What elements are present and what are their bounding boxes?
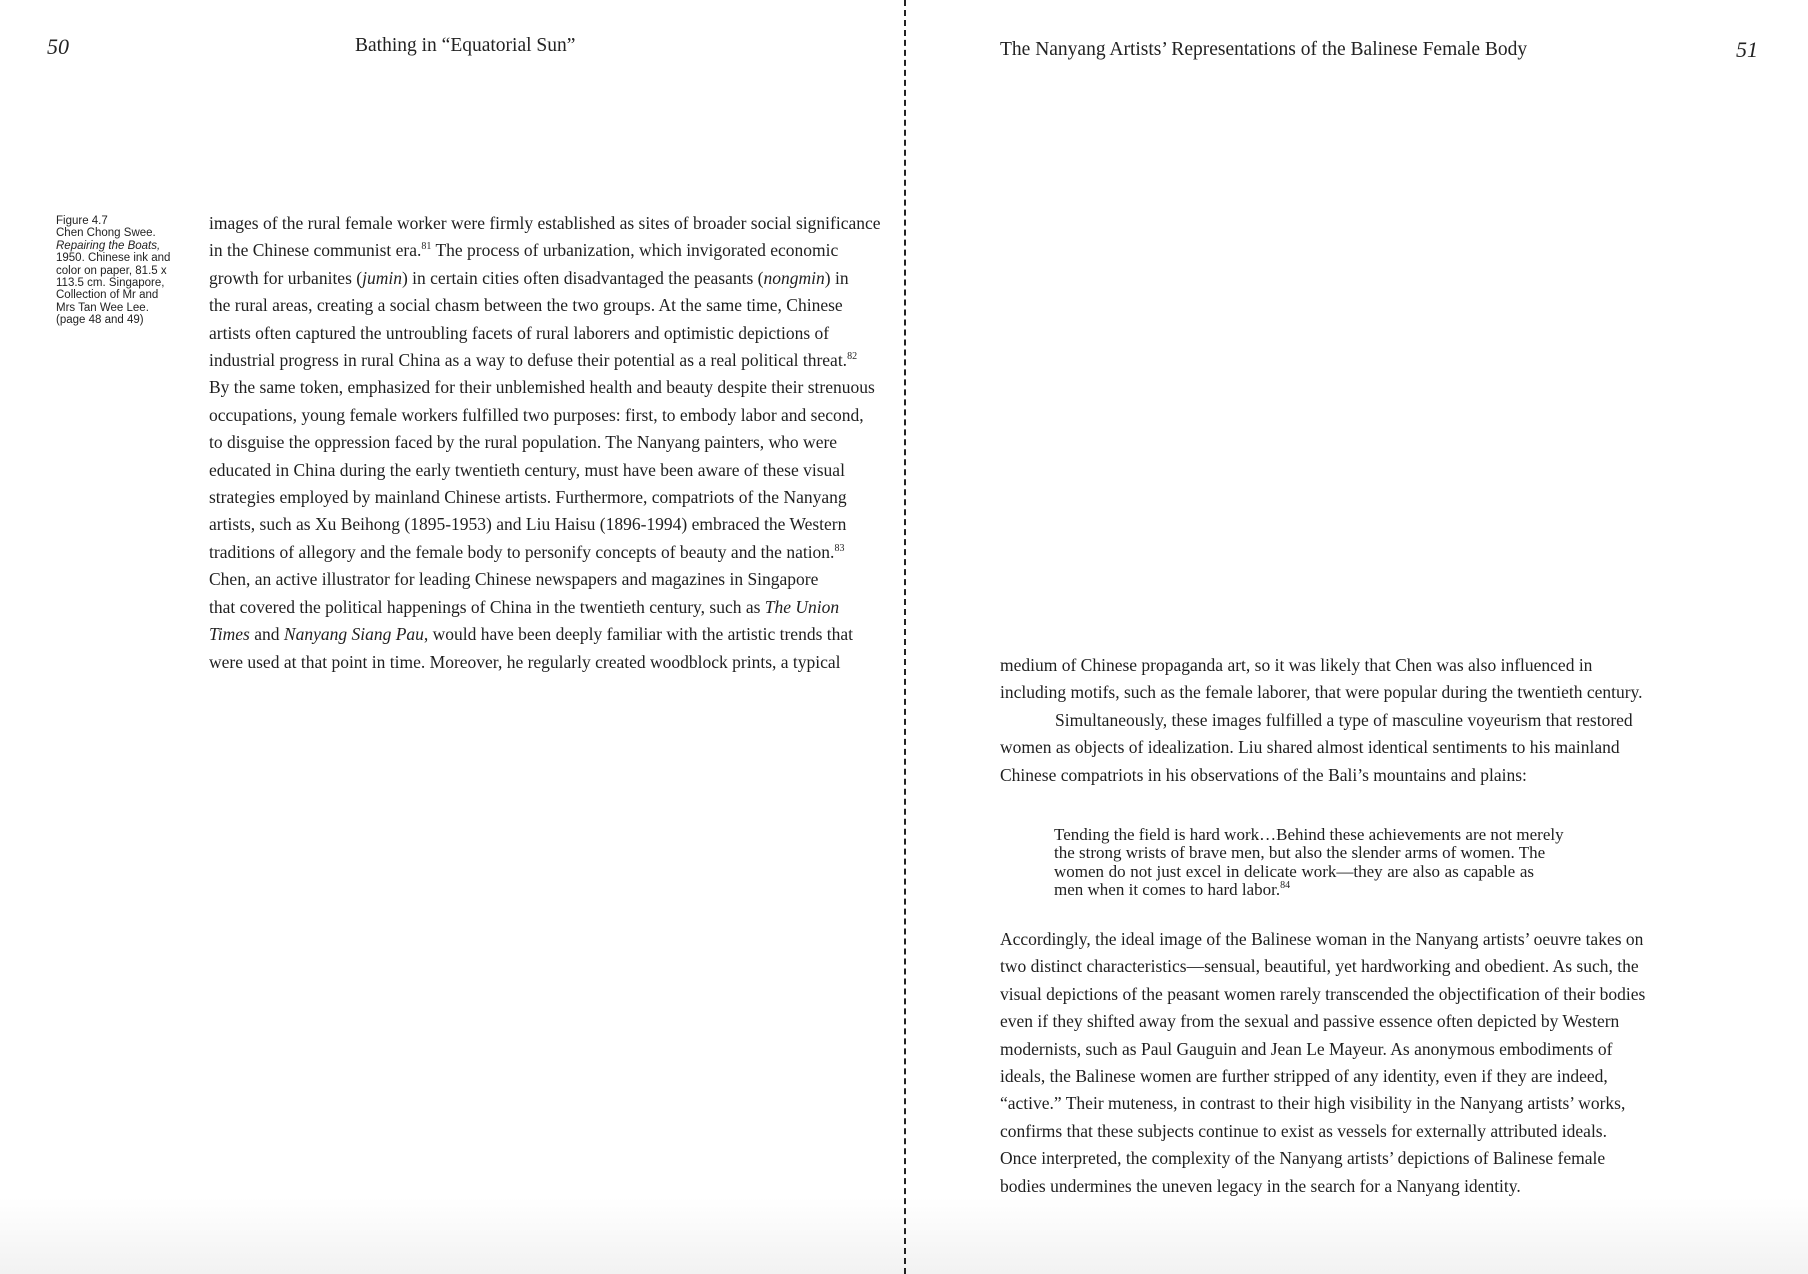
left-page-number: 50 [47, 34, 69, 59]
quote-line: the strong wrists of brave men, but also the slender arms of women. The [1054, 843, 1546, 863]
text-line: visual depictions of the peasant women rarely transcended the objectification of their bodies [1000, 983, 1646, 1004]
text-line: Chinese compatriots in his observations of the Bali’s mountains and plains: [1000, 764, 1527, 785]
text-line: artists often captured the untroubling facets of rural laborers and optimistic depictions of [209, 322, 830, 343]
text-line: Once interpreted, the complexity of the Nanyang artists’ depictions of Balinese female [1000, 1148, 1606, 1169]
caption-detail: color on paper, 81.5 x [56, 264, 167, 277]
caption-detail: Collection of Mr and [56, 289, 159, 302]
text-line: Times and Nanyang Siang Pau, would have been deeply familiar with the artistic trends that [209, 624, 853, 645]
caption-detail: Mrs Tan Wee Lee. [56, 301, 149, 314]
left-body-text [209, 210, 881, 676]
text-line: in the Chinese communist era.$^{81}$ The process of urbanization, which invigorated economic [209, 240, 839, 261]
figure-caption [56, 215, 178, 327]
footnote-ref: 82 [847, 351, 858, 363]
text-line: occupations, young female workers fulfilled two purposes: first, to embody labor and second, [209, 404, 864, 425]
text-line: bodies undermines the uneven legacy in the search for a Nanyang identity. [1000, 1175, 1521, 1196]
text-line: Accordingly, the ideal image of the Balinese woman in the Nanyang artists’ oeuvre takes on [1000, 929, 1644, 949]
quote-line: women do not just excel in delicate work—they are also as capable as [1054, 861, 1534, 881]
caption-detail: (page 48 and 49) [56, 314, 144, 327]
quote-line: men when it comes to hard labor.$^{84}$ [1054, 879, 1291, 899]
text-line: confirms that these subjects continue to exist as vessels for externally attributed ideals. [1000, 1120, 1607, 1141]
footnote-ref: 84 [1280, 879, 1291, 891]
block-quote [1054, 825, 1564, 899]
left-running-head: Bathing in “Equatorial Sun” [355, 35, 576, 56]
caption-title: Repairing the Boats, [56, 239, 161, 252]
text-line: educated in China during the early twentieth century, must have been aware of these visual [209, 459, 845, 480]
text-line: modernists, such as Paul Gauguin and Jean Le Mayeur. As anonymous embodiments of [1000, 1038, 1613, 1059]
text-line: including motifs, such as the female laborer, that were popular during the twentieth century. [1000, 682, 1643, 703]
text-line: ideals, the Balinese women are further stripped of any identity, even if they are indeed, [1000, 1066, 1608, 1087]
right-running-head: The Nanyang Artists’ Representations of the Balinese Female Body [1000, 39, 1528, 60]
text-line: two distinct characteristics—sensual, beautiful, yet hardworking and obedient. As such, the [1000, 956, 1639, 977]
text-line: images of the rural female worker were firmly established as sites of broader social significance [209, 213, 881, 233]
text-line: to disguise the oppression faced by the rural population. The Nanyang painters, who were [209, 432, 838, 453]
text-line: that covered the political happenings of China in the twentieth century, such as The Union [209, 596, 840, 617]
caption-artist: Chen Chong Swee. [56, 227, 156, 240]
text-line: “active.” Their muteness, in contrast to their high visibility in the Nanyang artists’ works, [1000, 1093, 1626, 1114]
text-line: strategies employed by mainland Chinese artists. Furthermore, compatriots of the Nanyang [209, 487, 847, 508]
text-line: growth for urbanites (jumin) in certain cities often disadvantaged the peasants (nongmin) in [209, 267, 849, 288]
text-line: even if they shifted away from the sexual and passive essence often depicted by Western [1000, 1011, 1620, 1032]
quote-line: Tending the field is hard work…Behind these achievements are not merely [1054, 825, 1564, 844]
text-line: artists, such as Xu Beihong (1895-1953) and Liu Haisu (1896-1994) embraced the Western [209, 514, 847, 535]
caption-detail: 113.5 cm. Singapore, [56, 277, 165, 290]
text-line: the rural areas, creating a social chasm between the two groups. At the same time, Chinese [209, 295, 843, 316]
footnote-ref: 81 [421, 241, 432, 253]
right-body-text-top [1000, 652, 1643, 789]
footnote-ref: 83 [834, 542, 845, 554]
caption-detail: 1950. Chinese ink and [56, 252, 171, 265]
text-line: medium of Chinese propaganda art, so it was likely that Chen was also influenced in [1000, 655, 1593, 675]
text-line: women as objects of idealization. Liu shared almost identical sentiments to his mainland [1000, 737, 1620, 758]
right-body-text-bottom [1000, 926, 1646, 1200]
text-line: traditions of allegory and the female body to personify concepts of beauty and the nation.$^{83}$ [209, 541, 845, 562]
caption-label: Figure 4.7 [56, 215, 108, 227]
right-page-number: 51 [1736, 37, 1758, 62]
text-line: By the same token, emphasized for their unblemished health and beauty despite their strenuous [209, 377, 875, 398]
text-line: Chen, an active illustrator for leading Chinese newspapers and magazines in Singapore [209, 569, 819, 590]
text-line: industrial progress in rural China as a way to defuse their potential as a real political threat.$^{82}$ [209, 350, 858, 371]
page-divider [904, 0, 906, 1274]
text-line: were used at that point in time. Moreover, he regularly created woodblock prints, a typical [209, 651, 841, 672]
text-line: Simultaneously, these images fulfilled a type of masculine voyeurism that restored [1055, 709, 1633, 730]
